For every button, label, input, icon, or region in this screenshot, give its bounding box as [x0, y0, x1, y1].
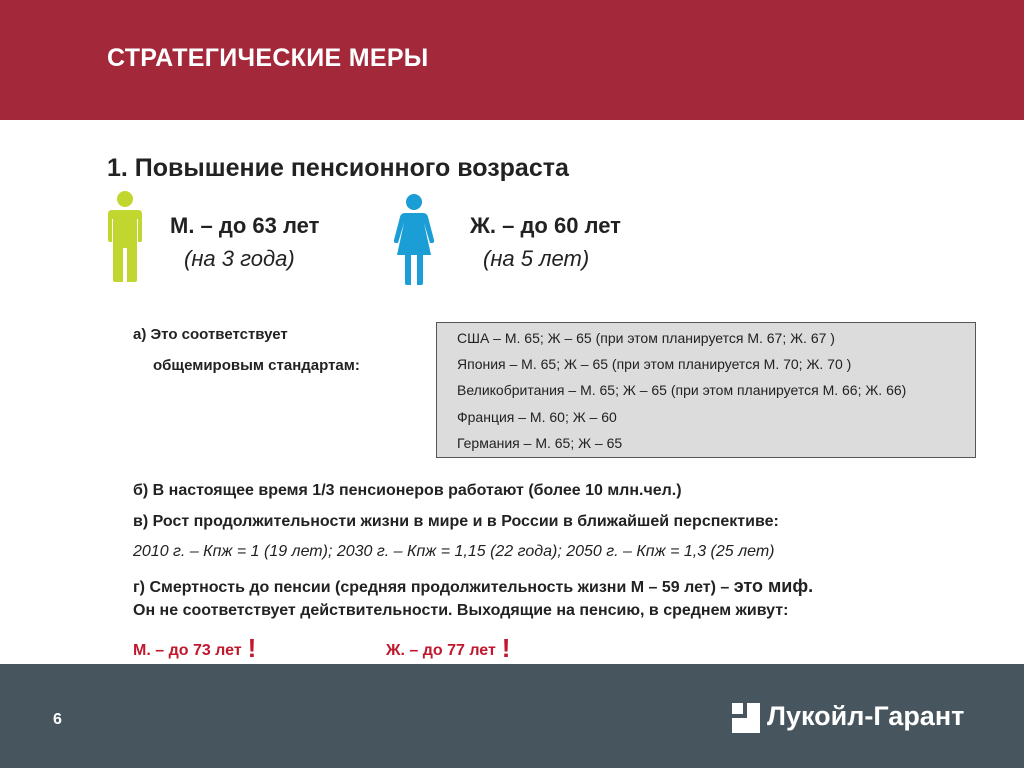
point-g-text: г) Смертность до пенсии (средняя продолжительность жизни М – 59 лет) – — [133, 579, 734, 596]
myth-text: это миф. — [733, 576, 814, 596]
company-logo-text: Лукойл-Гарант — [767, 701, 965, 731]
female-life-expectancy — [386, 633, 510, 664]
point-a-line1: а) Это соответствует — [133, 326, 288, 343]
section-title: 1. Повышение пенсионного возраста — [107, 154, 569, 182]
point-g-line2: Он не соответствует действительности. Выходящие на пенсию, в среднем живут: — [133, 602, 789, 619]
country-item: Франция – М. 60; Ж – 60 — [457, 409, 617, 425]
male-life-expectancy — [133, 633, 256, 664]
life-coefficient-text: 2010 г. – Кпж = 1 (19 лет); 2030 г. – Кпж = 1,15 (22 года); 2050 г. – Кпж = 1,3 (25 лет) — [133, 543, 775, 560]
point-g-line1 — [133, 576, 813, 597]
exclamation-mark: ! — [247, 633, 257, 663]
female-figure-icon — [393, 193, 435, 285]
male-figure-icon — [107, 190, 143, 282]
male-life-text: М. – до 73 лет — [133, 642, 242, 659]
page-header-title: СТРАТЕГИЧЕСКИЕ МЕРЫ — [107, 44, 429, 72]
point-b-text: б) В настоящее время 1/3 пенсионеров работают (более 10 млн.чел.) — [133, 482, 682, 499]
header-bar — [0, 0, 1024, 120]
female-increase-text: (на 5 лет) — [483, 246, 590, 271]
countries-box — [436, 322, 976, 458]
country-item: Япония – М. 65; Ж – 65 (при этом планируется М. 70; Ж. 70 ) — [457, 356, 852, 372]
female-age-text: Ж. – до 60 лет — [470, 213, 621, 238]
female-life-text: Ж. – до 77 лет — [386, 642, 496, 659]
country-item: Великобритания – М. 65; Ж – 65 (при этом планируется М. 66; Ж. 66) — [457, 382, 907, 398]
page-number: 6 — [53, 711, 62, 728]
exclamation-mark: ! — [501, 633, 511, 663]
male-age-text: М. – до 63 лет — [170, 213, 320, 238]
lukoil-logo-icon — [732, 703, 760, 733]
point-a-line2: общемировым стандартам: — [153, 357, 360, 374]
point-v-text: в) Рост продолжительности жизни в мире и в России в ближайшей перспективе: — [133, 513, 779, 530]
male-increase-text: (на 3 года) — [184, 246, 295, 271]
country-item: Германия – М. 65; Ж – 65 — [457, 435, 623, 451]
country-item: США – М. 65; Ж – 65 (при этом планируется М. 67; Ж. 67 ) — [457, 330, 835, 346]
